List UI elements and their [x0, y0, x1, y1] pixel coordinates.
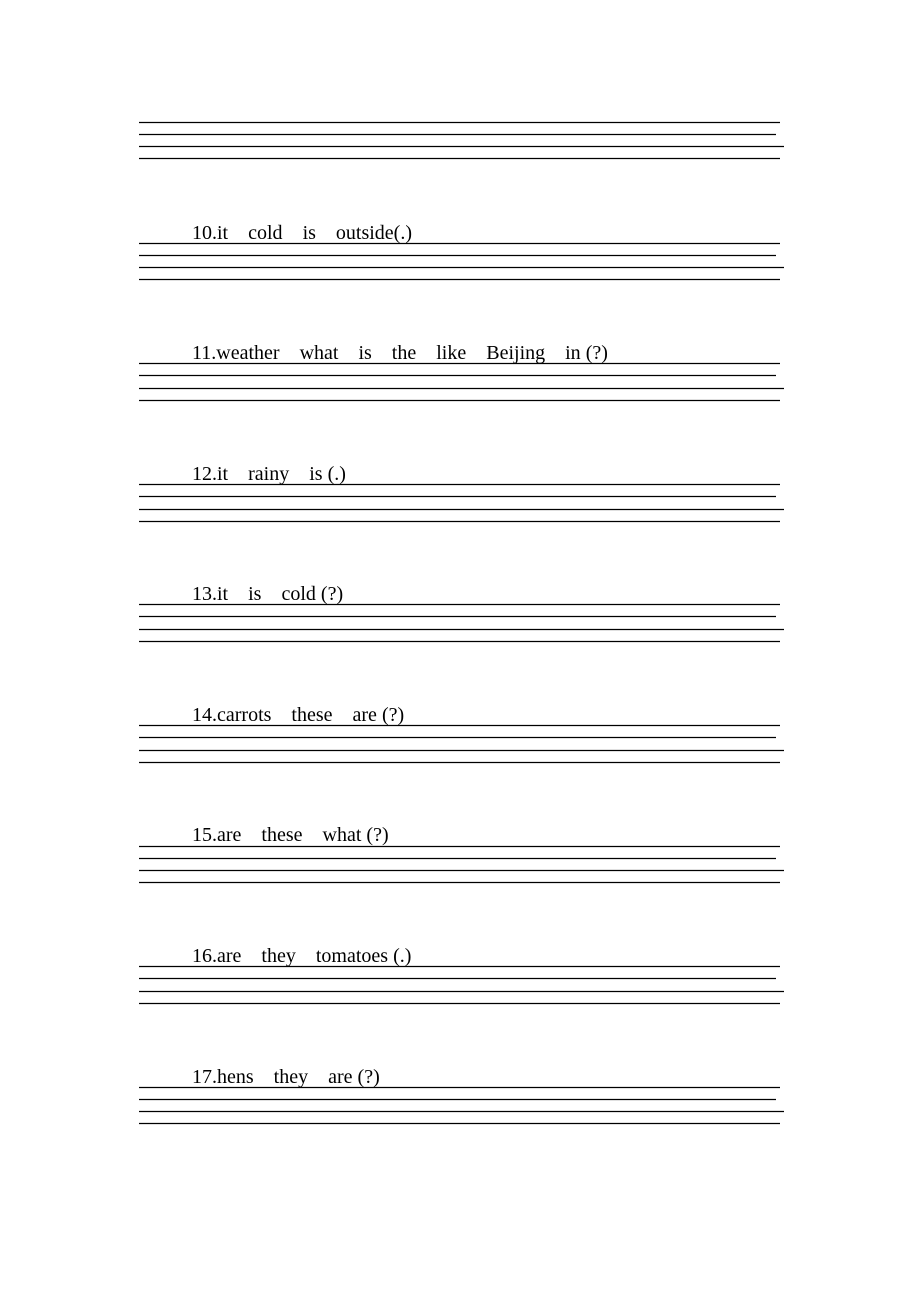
question-punctuation: (?) — [366, 824, 389, 846]
question-punctuation: (?) — [357, 1066, 380, 1088]
question-word: rainy — [248, 463, 290, 485]
question-word: carrots — [217, 704, 272, 726]
question-word: is — [309, 463, 323, 485]
question-word: cold — [248, 222, 283, 244]
question-word: is — [358, 342, 372, 364]
question-number: 14. — [192, 704, 217, 726]
question-punctuation: (.) — [327, 463, 346, 485]
question-word: are — [217, 824, 242, 846]
question-12 — [172, 438, 346, 510]
question-word: is — [248, 583, 262, 605]
question-number: 10. — [192, 222, 217, 244]
question-word: hens — [217, 1066, 254, 1088]
question-14 — [172, 679, 404, 751]
question-17 — [172, 1041, 380, 1113]
question-11 — [172, 317, 608, 389]
writing-line-group — [139, 123, 784, 159]
question-word: tomatoes — [315, 945, 389, 967]
question-word: Beijing — [486, 342, 546, 364]
question-word: like — [436, 342, 467, 364]
question-punctuation: (.) — [393, 945, 412, 967]
question-word: are — [328, 1066, 353, 1088]
question-number: 11. — [192, 342, 217, 364]
question-10 — [172, 197, 412, 269]
question-number: 16. — [192, 945, 217, 967]
question-word: it — [217, 583, 229, 605]
question-punctuation: (?) — [320, 583, 344, 605]
question-number: 15. — [192, 824, 217, 846]
question-punctuation: (?) — [585, 342, 608, 364]
question-word: outside(.) — [335, 222, 412, 244]
question-punctuation: (?) — [381, 704, 405, 726]
question-word: are — [217, 945, 242, 967]
question-word: in — [565, 342, 581, 364]
question-word: the — [391, 342, 417, 364]
question-15 — [172, 799, 389, 871]
question-word: these — [261, 824, 303, 846]
question-word: they — [261, 945, 296, 967]
question-word: these — [291, 704, 333, 726]
question-word: it — [217, 222, 229, 244]
question-word: is — [302, 222, 316, 244]
question-13 — [172, 558, 343, 630]
question-word: what — [299, 342, 339, 364]
question-number: 17. — [192, 1066, 217, 1088]
question-word: they — [273, 1066, 309, 1088]
question-word: cold — [281, 583, 316, 605]
question-word: it — [217, 463, 229, 485]
question-16 — [172, 920, 411, 992]
question-number: 13. — [192, 583, 217, 605]
question-word: what — [322, 824, 362, 846]
question-number: 12. — [192, 463, 217, 485]
question-word: weather — [216, 342, 280, 364]
question-word: are — [352, 704, 377, 726]
